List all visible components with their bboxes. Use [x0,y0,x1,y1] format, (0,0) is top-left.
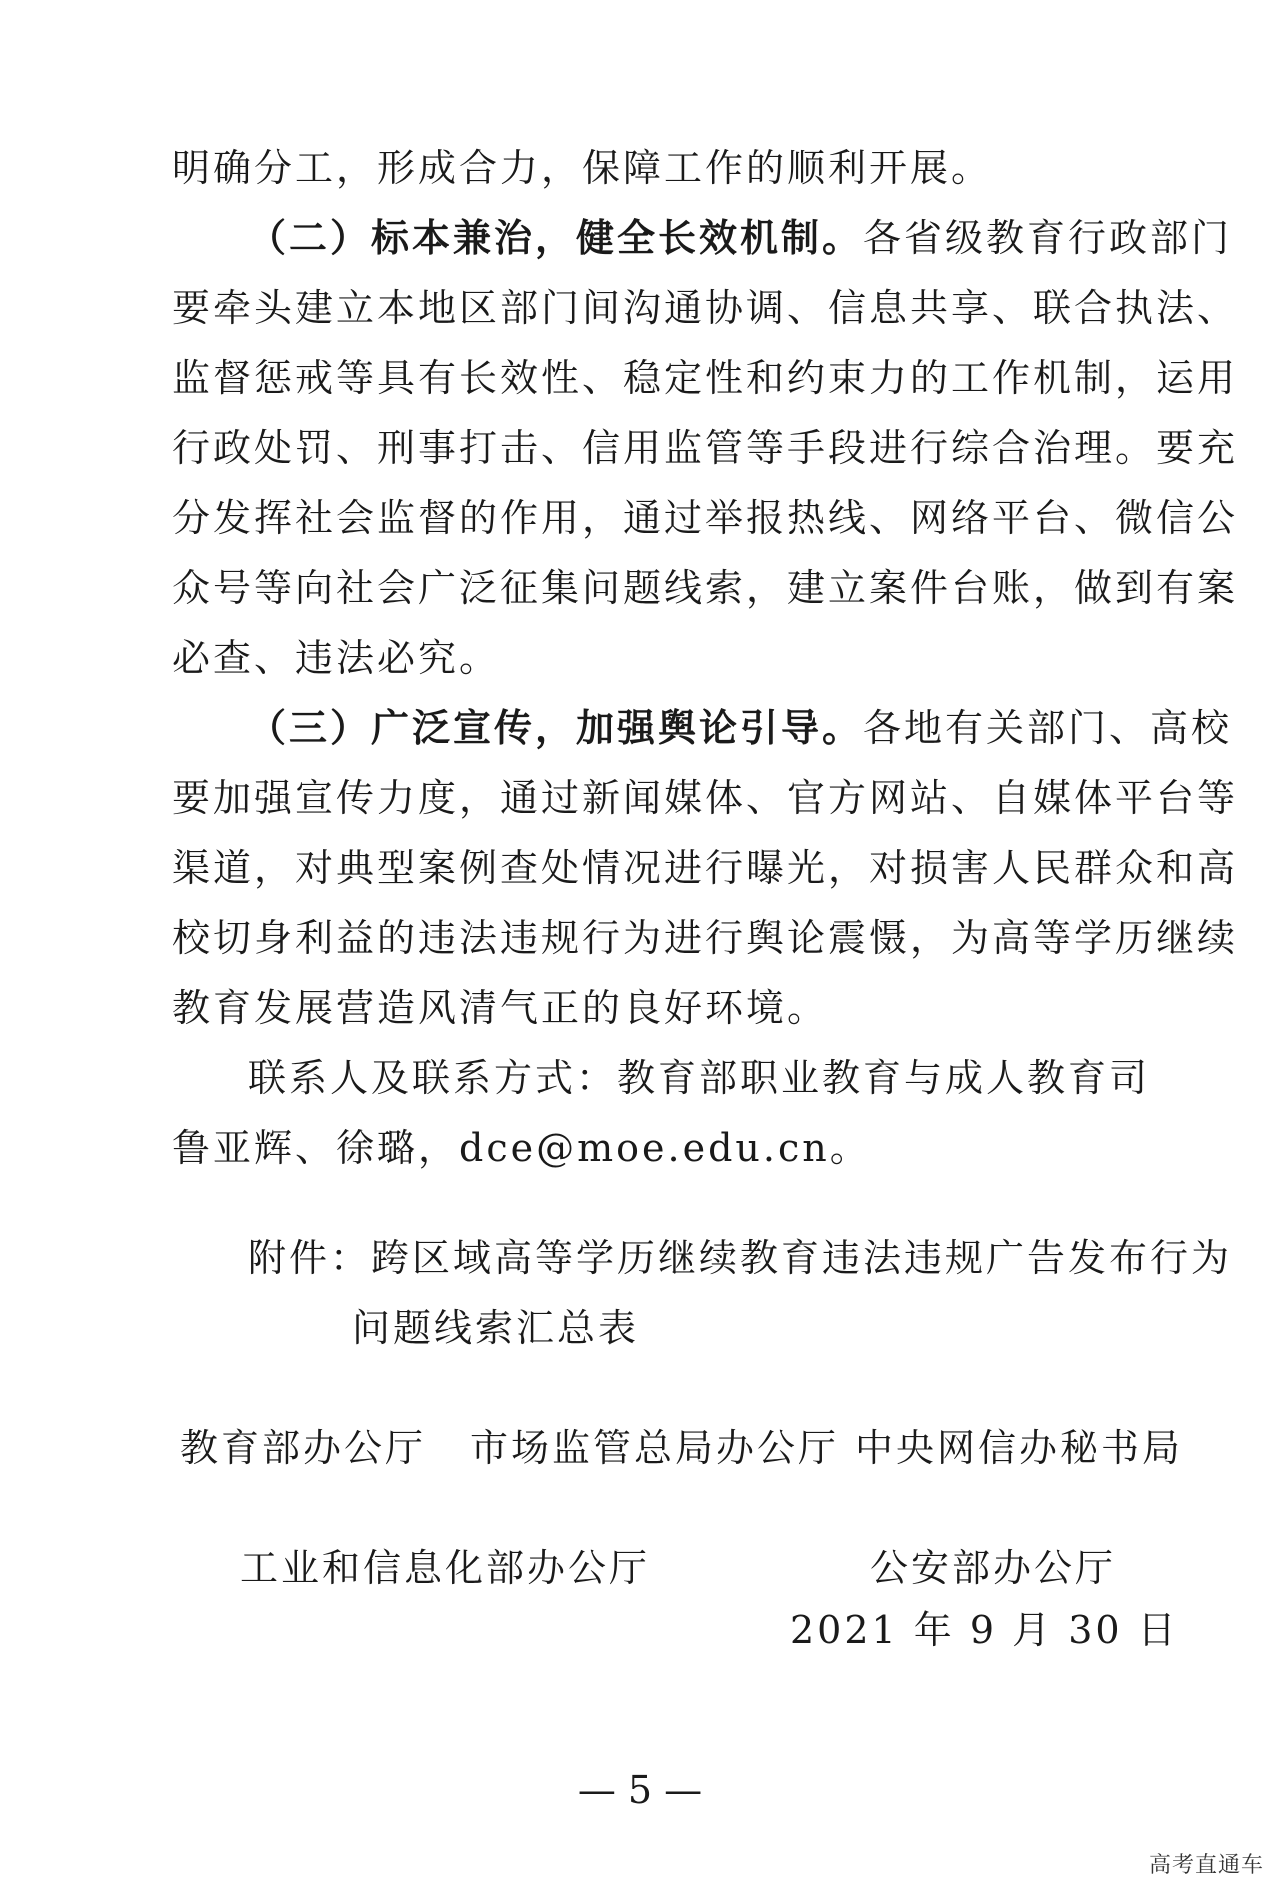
paragraph-1-line-1: 明确分工，形成合力，保障工作的顺利开展。 [172,146,993,190]
signer-cac-secretariat: 中央网信办秘书局 [855,1426,1184,1470]
paragraph-3-line-5: 教育发展营造风清气正的良好环境。 [172,986,829,1030]
paragraph-2-line-2: 要牵头建立本地区部门间沟通协调、信息共享、联合执法、 [172,286,1239,330]
contact-line-1: 联系人及联系方式：教育部职业教育与成人教育司 [248,1056,1151,1100]
signer-moe-office: 教育部办公厅 [180,1426,427,1470]
paragraph-3-heading: （三）广泛宣传，加强舆论引导。 [248,705,864,750]
paragraph-2-line-3: 监督惩戒等具有长效性、稳定性和约束力的工作机制，运用 [172,356,1239,400]
paragraph-2-line-7: 必查、违法必究。 [172,636,501,680]
signer-samr-office: 市场监管总局办公厅 [470,1426,840,1470]
contact-line-2: 鲁亚辉、徐璐，dce@moe.edu.cn。 [172,1126,871,1170]
document-date: 2021 年 9 月 30 日 [790,1608,1179,1652]
attachment-line-2: 问题线索汇总表 [352,1306,640,1350]
paragraph-3-line-1 [248,705,1233,750]
paragraph-2-line-1-text: 各省级教育行政部门 [863,216,1233,260]
attachment-line-1: 附件：跨区域高等学历继续教育违法违规广告发布行为 [248,1236,1233,1280]
paragraph-3-line-2: 要加强宣传力度，通过新闻媒体、官方网站、自媒体平台等 [172,776,1239,820]
paragraph-2-line-4: 行政处罚、刑事打击、信用监管等手段进行综合治理。要充 [172,426,1239,470]
signer-mps-office: 公安部办公厅 [870,1546,1117,1590]
paragraph-2-line-1 [248,215,1233,260]
paragraph-3-line-3: 渠道，对典型案例查处情况进行曝光，对损害人民群众和高 [172,846,1239,890]
paragraph-3-line-4: 校切身利益的违法违规行为进行舆论震慑，为高等学历继续 [172,916,1239,960]
paragraph-3-line-1-text: 各地有关部门、高校 [863,706,1233,750]
paragraph-2-line-5: 分发挥社会监督的作用，通过举报热线、网络平台、微信公 [172,496,1239,540]
page-number: — 5 — [577,1768,703,1812]
watermark-text: 高考直通车 [1148,1853,1264,1878]
paragraph-2-line-6: 众号等向社会广泛征集问题线索，建立案件台账，做到有案 [172,566,1239,610]
signer-miit-office: 工业和信息化部办公厅 [240,1546,651,1590]
paragraph-2-heading: （二）标本兼治，健全长效机制。 [248,215,864,260]
